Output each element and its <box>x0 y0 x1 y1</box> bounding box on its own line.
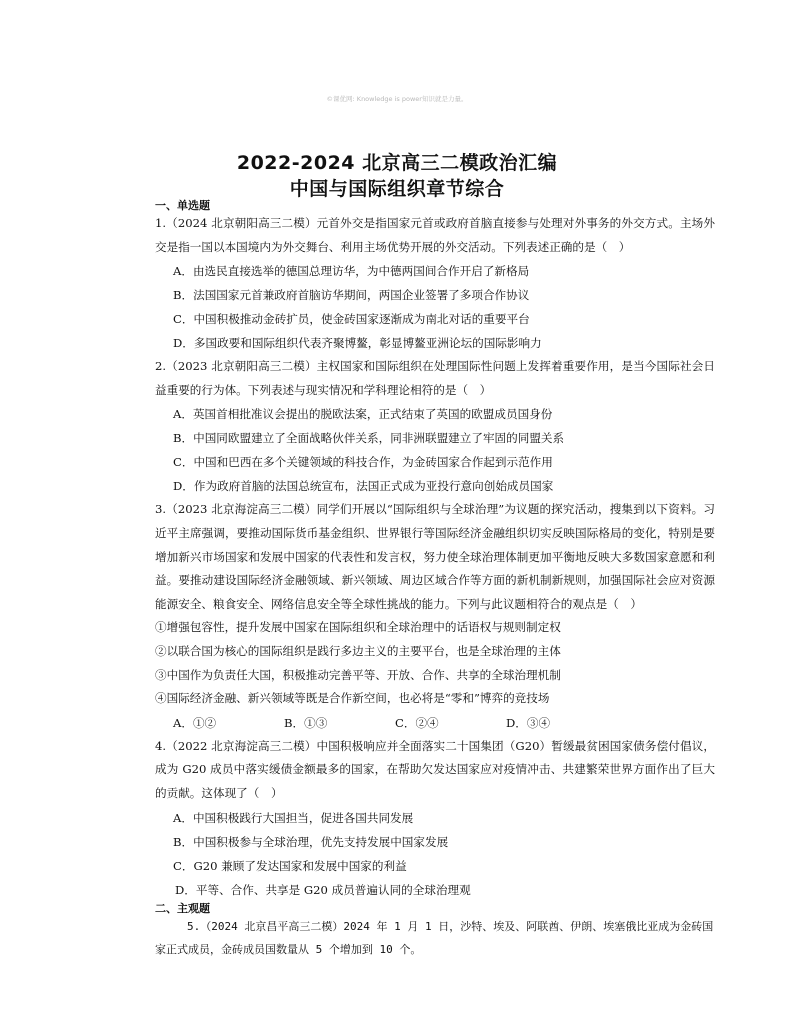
option-c: C．G20 兼顾了发达国家和发展中国家的利益 <box>173 858 407 873</box>
choice-b: B．①③ <box>284 715 328 730</box>
statement-4: ④国际经济金融、新兴领域等既是合作新空间，也必将是“零和”博弈的竞技场 <box>155 691 550 706</box>
question-4 <box>155 735 715 902</box>
statement-3: ③中国作为负责任大国，积极推动完善平等、开放、合作、共享的全球治理机制 <box>155 667 561 682</box>
option-a: A．中国积极践行大国担当，促进各国共同发展 <box>173 810 414 825</box>
document-subtitle: 中国与国际组织章节综合 <box>289 178 505 200</box>
option-c: C．中国积极推动金砖扩员，使金砖国家逐渐成为南北对话的重要平台 <box>173 312 530 327</box>
question-stem: 4.（2022 北京海淀高三二模）中国积极响应并全面落实二十国集团（G20）暂缓最贫困国家债务偿付倡议，成为 G20 成员中落实缓债金额最多的国家，在帮助欠发达国家应对疫情冲击、共建繁荣世界方面作出了巨大的贡献。这体现了（ ） <box>155 738 715 800</box>
option-d: D．多国政要和国际组织代表齐聚博鳌，彰显博鳌亚洲论坛的国际影响力 <box>173 336 542 351</box>
document-title: 2022-2024 北京高三二模政治汇编 <box>236 152 558 174</box>
choice-a: A．①② <box>173 715 217 730</box>
statement-2: ②以联合国为核心的国际组织是践行多边主义的主要平台，也是全球治理的主体 <box>155 643 561 658</box>
option-d: D．作为政府首脑的法国总统宣布，法国正式成为亚投行意向创始成员国家 <box>173 479 554 494</box>
section-heading-single-choice: 一、单选题 <box>155 199 210 212</box>
option-a: A．由选民直接选举的德国总理访华，为中德两国间合作开启了新格局 <box>173 264 530 279</box>
choice-d: D．③④ <box>506 715 551 730</box>
option-b: B．中国积极参与全球治理，优先支持发展中国家发展 <box>173 834 449 849</box>
question-stem: 2.（2023 北京朝阳高三二模）主权国家和国际组织在处理国际性问题上发挥着重要作用，是当今国际社会日益重要的行为体。下列表述与现实情况和学科理论相符的是（ ） <box>155 359 715 397</box>
document-body <box>155 199 715 961</box>
option-a: A．英国首相批准议会提出的脱欧法案，正式结束了英国的欧盟成员国身份 <box>173 407 553 422</box>
choice-c: C．②④ <box>395 715 439 730</box>
question-2 <box>155 355 715 498</box>
question-stem: 3.（2023 北京海淀高三二模）同学们开展以“国际组织与全球治理”为议题的探究活动，搜集到以下资料。习近平主席强调，要推动国际货币基金组织、世界银行等国际经济金融组织切实反映国际格局的变化，特别是要增加新兴市场国家和发展中国家的代表性和发言权，努力使全球治理体制更加平衡地反映大多数国家意愿和利益。要推动建设国际经济金融领域、新兴领域、周边区域合作等方面的新机制新规则，加强国际社会应对资源能源安全、粮食安全、网络信息安全等全球性挑战的能力。下列与此议题相符合的观点是（ ） <box>155 502 715 611</box>
watermark: ©课优网: Knowledge is power知识就是力量。 <box>326 95 468 103</box>
question-stem: 5.（2024 北京昌平高三二模）2024 年 1 月 1 日，沙特、埃及、阿联酋、伊朗、埃塞俄比亚成为金砖国家正式成员，金砖成员国数量从 5 个增加到 10 个。 <box>155 919 714 956</box>
option-b: B．中国同欧盟建立了全面战略伙伴关系，同非洲联盟建立了牢固的同盟关系 <box>173 431 565 446</box>
option-b: B．法国国家元首兼政府首脑访华期间，两国企业签署了多项合作协议 <box>173 288 530 303</box>
statement-1: ①增强包容性，提升发展中国家在国际组织和全球治理中的话语权与规则制定权 <box>155 620 561 635</box>
question-stem: 1.（2024 北京朝阳高三二模）元首外交是指国家元首或政府首脑直接参与处理对外事务的外交方式。主场外交是指一国以本国境内为外交舞台、利用主场优势开展的外交活动。下列表述正确的是（ ） <box>155 216 715 254</box>
question-3 <box>155 498 715 734</box>
answer-choices <box>155 711 715 735</box>
question-5 <box>155 915 715 961</box>
question-1 <box>155 212 715 355</box>
section-heading-subjective: 二、主观题 <box>155 901 210 915</box>
option-c: C．中国和巴西在多个关键领域的科技合作，为金砖国家合作起到示范作用 <box>173 455 553 470</box>
option-d: D．平等、合作、共享是 G20 成员普遍认同的全球治理观 <box>175 882 471 897</box>
